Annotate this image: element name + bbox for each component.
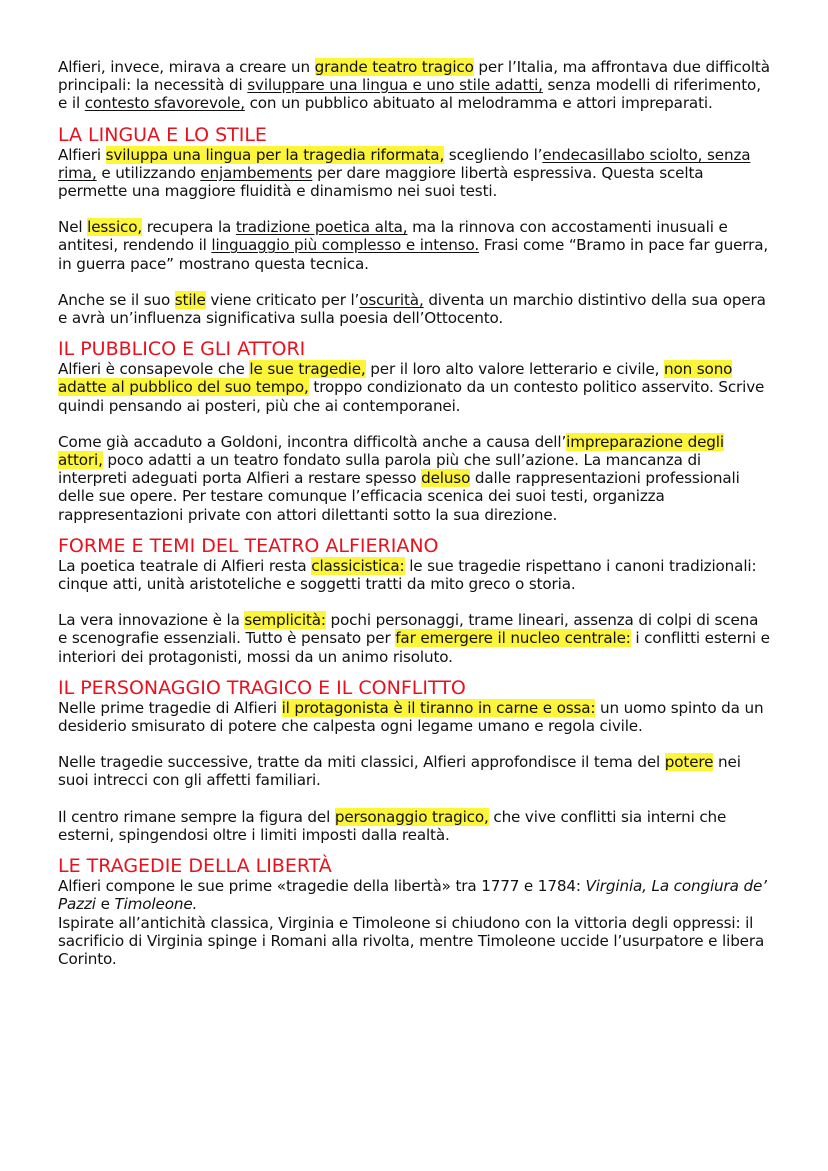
underline: linguaggio più complesso e intenso. [211, 236, 480, 255]
liberta-paragraph-1: Alfieri compone le sue prime «tragedie della libertà» tra 1777 e 1784: Virginia, La congiura de’ Pazzi e Timoleone. [58, 877, 767, 914]
highlight: non sono adatte al pubblico del suo tempo, [58, 360, 733, 397]
heading-lingua: LA LINGUA E LO STILE [58, 123, 267, 146]
italic-title: Virginia, La congiura de’ Pazzi [58, 877, 767, 914]
heading-personaggio: IL PERSONAGGIO TRAGICO E IL CONFLITTO [58, 676, 466, 699]
underline: enjambements [200, 163, 313, 182]
personaggio-paragraph-2: Nelle tragedie successive, tratte da miti classici, Alfieri approfondisce il tema del potere nei suoi intrecci con gli affetti familiari. [58, 753, 741, 790]
highlight: il protagonista è il tiranno in carne e ossa: [281, 698, 596, 717]
forme-paragraph-1: La poetica teatrale di Alfieri resta classicistica: le sue tragedie rispettano i canoni tradizionali: cinque atti, unità aristoteliche e soggetti tratti da mito greco o storia. [58, 556, 757, 594]
highlight: deluso [421, 469, 471, 488]
highlight: lessico, [87, 218, 143, 237]
highlight: impreparazione degli attori, [58, 432, 724, 470]
highlight: classicistica: [311, 556, 405, 575]
underline: contesto sfavorevole, [84, 94, 245, 113]
personaggio-paragraph-3: Il centro rimane sempre la figura del personaggio tragico, che vive conflitti sia interni che esterni, spingendosi oltre i limiti imposti dalla realtà. [58, 807, 727, 844]
lingua-paragraph-3: Anche se il suo stile viene criticato per l’oscurità, diventa un marchio distintivo della sua opera e avrà un’influenza significativa sulla poesia dell’Ottocento. [58, 290, 766, 328]
highlight: stile [174, 290, 206, 309]
highlight: far emergere il nucleo centrale: [395, 629, 631, 648]
highlight: grande teatro tragico [314, 58, 474, 76]
intro-paragraph: Alfieri, invece, mirava a creare un grande teatro tragico per l’Italia, ma affrontava due difficoltà principali: la necessità di sviluppare una lingua e uno stile adatti, senza modelli di riferimento, e il contesto sfavorevole, con un pubblico abituato al melodramma e attori impreparati. [58, 58, 770, 113]
italic-title: Timoleone. [114, 895, 198, 914]
lingua-paragraph-2: Nel lessico, recupera la tradizione poetica alta, ma la rinnova con accostamenti inusuali e antitesi, rendendo il linguaggio più complesso e intenso. Frasi come “Bramo in pace far guerra, in guerra pace” mostrano questa tecnica. [58, 218, 769, 273]
liberta-paragraph-2: Ispirate all’antichità classica, Virginia e Timoleone si chiudono con la vittoria degli oppressi: il sacrificio di Virginia spinge i Romani alla rivolta, mentre Timoleone uccide l’usurpatore e libera Corinto. [58, 913, 765, 968]
pubblico-paragraph-1: Alfieri è consapevole che le sue tragedie, per il loro alto valore letterario e civile, non sono adatte al pubblico del suo tempo, troppo condizionato da un contesto politico asservito. Scrive quindi pensando ai posteri, più che ai contemporanei. [58, 360, 765, 415]
personaggio-paragraph-1: Nelle prime tragedie di Alfieri il protagonista è il tiranno in carne e ossa: un uomo spinto da un desiderio smisurato di potere che calpesta ogni legame umano e regola civile. [58, 698, 764, 736]
document-page [58, 58, 770, 968]
highlight: potere [664, 753, 714, 772]
heading-forme: FORME E TEMI DEL TEATRO ALFIERIANO [58, 534, 439, 557]
highlight: le sue tragedie, [249, 360, 366, 379]
underline: tradizione poetica alta, [235, 218, 408, 237]
heading-liberta: LE TRAGEDIE DELLA LIBERTÀ [58, 855, 332, 878]
lingua-paragraph-1: Alfieri sviluppa una lingua per la tragedia riformata, scegliendo l’endecasillabo sciolto, senza rima, e utilizzando enjambements per dare maggiore libertà espressiva. Questa scelta permette una maggiore fluidità e dinamismo nei suoi testi. [58, 145, 751, 201]
highlight: semplicità: [244, 611, 326, 630]
forme-paragraph-2: La vera innovazione è la semplicità: pochi personaggi, trame lineari, assenza di colpi di scena e scenografie essenziali. Tutto è pensato per far emergere il nucleo centrale: i conflitti esterni e interiori dei protagonisti, mossi da un animo risoluto. [58, 611, 770, 666]
heading-pubblico: IL PUBBLICO E GLI ATTORI [58, 338, 306, 361]
underline: oscurità, [359, 290, 424, 309]
pubblico-paragraph-2: Come già accaduto a Goldoni, incontra difficoltà anche a causa dell’impreparazione degli attori, poco adatti a un teatro fondato sulla parola più che sull’azione. La mancanza di interpreti adeguati porta Alfieri a restare spesso deluso dalle rappresentazioni professionali delle sue opere. Per testare comunque l’efficacia scenica dei suoi testi, organizza rappresentazioni private con attori dilettanti sotto la sua direzione. [58, 432, 740, 524]
highlight: personaggio tragico, [334, 807, 489, 826]
underline: endecasillabo sciolto, senza rima, [58, 145, 751, 182]
highlight: sviluppa una lingua per la tragedia riformata, [105, 145, 445, 164]
underline: sviluppare una lingua e uno stile adatti, [247, 76, 543, 95]
